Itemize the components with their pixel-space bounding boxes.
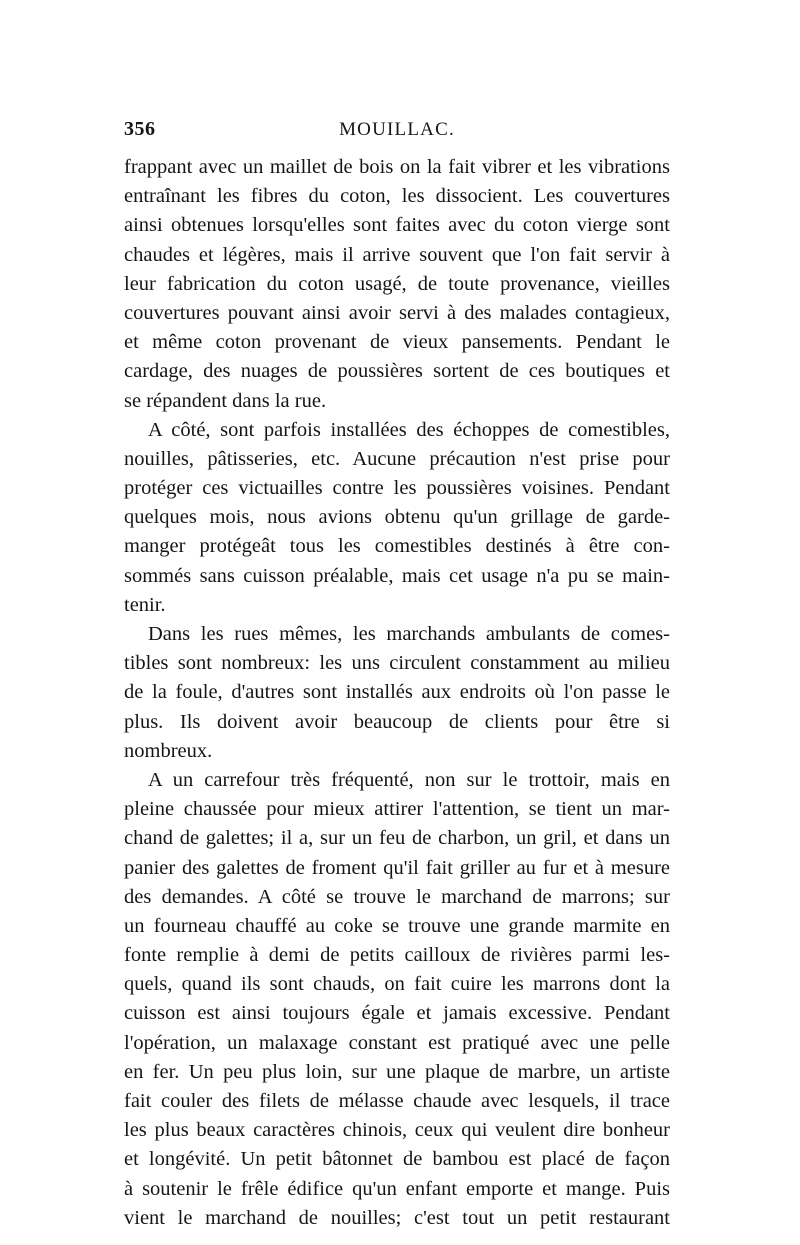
text-line: leur fabrication du coton usagé, de toute provenance, vieilles	[124, 272, 670, 295]
text-line: des demandes. A côté se trouve le marchand de marrons; sur	[124, 885, 670, 908]
text-line: les plus beaux caractères chinois, ceux qui veulent dire bonheur	[124, 1119, 670, 1142]
text-line: et même coton provenant de vieux pansements. Pendant le	[124, 331, 670, 354]
text-line: A côté, sont parfois installées des échoppes de comestibles,	[148, 418, 670, 441]
page-header	[124, 118, 670, 148]
text-line: à soutenir le frêle édifice qu'un enfant emporte et mange. Puis	[124, 1177, 670, 1200]
text-line: de la foule, d'autres sont installés aux endroits où l'on passe le	[124, 681, 670, 704]
text-line: protéger ces victuailles contre les poussières voisines. Pendant	[124, 477, 670, 500]
text-line: quelques mois, nous avions obtenu qu'un grillage de garde-	[124, 506, 670, 529]
text-line: cuisson est ainsi toujours égale et jamais excessive. Pendant	[124, 1002, 670, 1025]
text-line: en fer. Un peu plus loin, sur une plaque de marbre, un artiste	[124, 1060, 670, 1083]
text-line: manger protégeât tous les comestibles destinés à être con-	[124, 535, 670, 558]
text-line: tibles sont nombreux: les uns circulent constamment au milieu	[124, 652, 670, 675]
text-line: l'opération, un malaxage constant est pratiqué avec une pelle	[124, 1031, 670, 1054]
text-line: quels, quand ils sont chauds, on fait cuire les marrons dont la	[124, 973, 670, 996]
text-line: pleine chaussée pour mieux attirer l'attention, se tient un mar-	[124, 798, 670, 821]
text-line: un fourneau chauffé au coke se trouve une grande marmite en	[124, 914, 670, 937]
text-line: couvertures pouvant ainsi avoir servi à des malades contagieux,	[124, 301, 670, 324]
text-line: cardage, des nuages de poussières sortent de ces boutiques et	[124, 360, 670, 383]
text-line: fait couler des filets de mélasse chaude avec lesquels, il trace	[124, 1090, 670, 1112]
text-line: plus. Ils doivent avoir beaucoup de clients pour être si	[124, 710, 670, 733]
text-line: A un carrefour très fréquenté, non sur le trottoir, mais en	[148, 768, 670, 791]
text-line: vient le marchand de nouilles; c'est tout un petit restaurant	[124, 1206, 670, 1229]
text-line: ainsi obtenues lorsqu'elles sont faites avec du coton vierge sont	[124, 214, 670, 237]
text-line: entraînant les fibres du coton, les dissocient. Les couvertures	[124, 185, 670, 208]
running-title: MOUILLAC.	[339, 119, 455, 140]
text-line: sommés sans cuisson préalable, mais cet usage n'a pu se main-	[124, 564, 670, 587]
text-line: nombreux.	[124, 739, 213, 762]
text-line: Dans les rues mêmes, les marchands ambulants de comes-	[148, 623, 670, 645]
text-line: et longévité. Un petit bâtonnet de bambou est placé de façon	[124, 1148, 670, 1171]
text-line: chaudes et légères, mais il arrive souvent que l'on fait servir à	[124, 243, 670, 266]
text-line: se répandent dans la rue.	[124, 389, 327, 412]
text-line: tenir.	[124, 593, 166, 616]
page-number: 356	[124, 118, 156, 140]
text-line: fonte remplie à demi de petits cailloux de rivières parmi les-	[124, 944, 670, 967]
body-text	[124, 153, 670, 1233]
text-line: panier des galettes de froment qu'il fait griller au fur et à mesure	[124, 856, 670, 879]
text-line: frappant avec un maillet de bois on la fait vibrer et les vibrations	[124, 156, 670, 178]
text-line: chand de galettes; il a, sur un feu de charbon, un gril, et dans un	[124, 827, 670, 850]
text-line: nouilles, pâtisseries, etc. Aucune précaution n'est prise pour	[124, 447, 670, 470]
